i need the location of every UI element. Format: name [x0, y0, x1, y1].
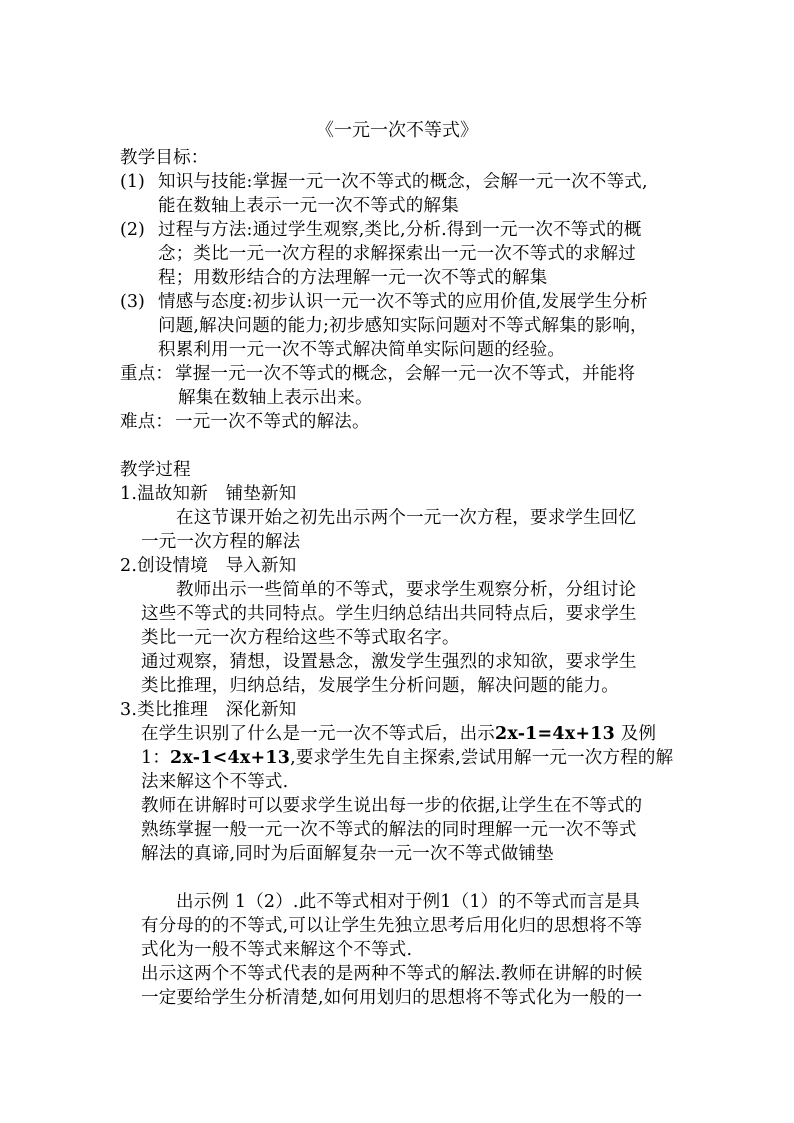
objective-2-number: (2) [120, 220, 145, 240]
section-3-line-2-text: ,要求学生先自主探索,尝试用解一元一次方程的解 [290, 748, 674, 768]
section-3-para2-line-3: 式化为一般不等式来解这个不等式. [141, 940, 413, 960]
section-2-line-5: 类比推理，归纳总结，发展学生分析问题，解决问题的能力。 [141, 676, 619, 696]
section-2-line-2: 这些不等式的共同特点。学生归纳总结出共同特点后，要求学生 [141, 604, 637, 624]
section-2-line-3: 类比一元一次方程给这些不等式取名字。 [141, 628, 460, 648]
section-3-para2-line-5: 一定要给学生分析清楚,如何用划归的思想将不等式化为一般的一 [141, 988, 643, 1008]
objectives-heading: 教学目标： [120, 148, 209, 168]
section-2-line-4: 通过观察，猜想，设置悬念，激发学生强烈的求知欲，要求学生 [141, 652, 637, 672]
objective-1-number: (1) [120, 172, 145, 192]
section-3-line-4: 教师在讲解时可以要求学生说出每一步的依据,让学生在不等式的 [141, 796, 643, 816]
objective-1-line-2: 能在数轴上表示一元一次不等式的解集 [158, 196, 459, 216]
section-3-line-2 [141, 746, 673, 770]
key-points-line-2: 解集在数轴上表示出来。 [178, 388, 373, 408]
objective-3-line-2: 问题,解决问题的能力;初步感知实际问题对不等式解集的影响， [158, 316, 648, 336]
objective-2-line-1: 过程与方法:通过学生观察,类比,分析.得到一元一次不等式的概 [158, 220, 642, 240]
section-1-heading: 1.温故知新 铺垫新知 [120, 484, 297, 504]
equation-1: 2x-1=4x+13 [495, 724, 616, 744]
section-3-para2-line-4: 出示这两个不等式代表的是两种不等式的解法.教师在讲解的时候 [141, 964, 643, 984]
objective-1-line-1: 知识与技能:掌握一元一次不等式的概念，会解一元一次不等式, [158, 172, 648, 192]
equation-2: 2x-1<4x+13 [170, 748, 291, 768]
key-points-label: 重点： [120, 364, 174, 384]
key-points-line-1: 掌握一元一次不等式的概念，会解一元一次不等式，并能将 [175, 364, 636, 384]
section-3-line-1-tail: 及例 [615, 724, 657, 744]
objective-3-line-3: 积累利用一元一次不等式解决简单实际问题的经验。 [158, 340, 566, 360]
section-3-line-6: 解法的真谛,同时为后面解复杂一元一次不等式做铺垫 [141, 844, 554, 864]
section-3-line-1 [141, 722, 656, 746]
section-3-para2-line-1: 出示例 1（2）.此不等式相对于例1（1）的不等式而言是具 [176, 892, 640, 912]
objective-2-line-2: 念；类比一元一次方程的求解探索出一元一次不等式的求解过 [158, 244, 636, 264]
section-3-para2-line-2: 有分母的的不等式,可以让学生先独立思考后用化归的思想将不等 [141, 916, 643, 936]
section-1-line-1: 在这节课开始之初先出示两个一元一次方程，要求学生回忆 [176, 508, 637, 528]
document-title: 《一元一次不等式》 [316, 120, 478, 141]
objective-3-line-1: 情感与态度:初步认识一元一次不等式的应用价值,发展学生分析 [158, 292, 648, 312]
section-3-line-2-prefix: 1： [141, 748, 171, 768]
section-3-line-3: 法来解这个不等式. [141, 772, 289, 792]
objective-2-line-3: 程；用数形结合的方法理解一元一次不等式的解集 [158, 268, 548, 288]
section-1-line-2: 一元一次方程的解法 [141, 532, 301, 552]
difficulty-text: 一元一次不等式的解法。 [175, 412, 370, 432]
section-2-line-1: 教师出示一些简单的不等式，要求学生观察分析，分组讨论 [176, 580, 637, 600]
process-heading: 教学过程 [120, 460, 191, 480]
section-3-line-5: 熟练掌握一般一元一次不等式的解法的同时理解一元一次不等式 [141, 820, 637, 840]
difficulty-label: 难点： [120, 412, 174, 432]
section-3-line-1-text: 在学生识别了什么是一元一次不等式后，出示 [141, 724, 495, 744]
objective-3-number: (3) [120, 292, 145, 312]
section-2-heading: 2.创设情境 导入新知 [120, 556, 297, 576]
section-3-heading: 3.类比推理 深化新知 [120, 700, 297, 720]
